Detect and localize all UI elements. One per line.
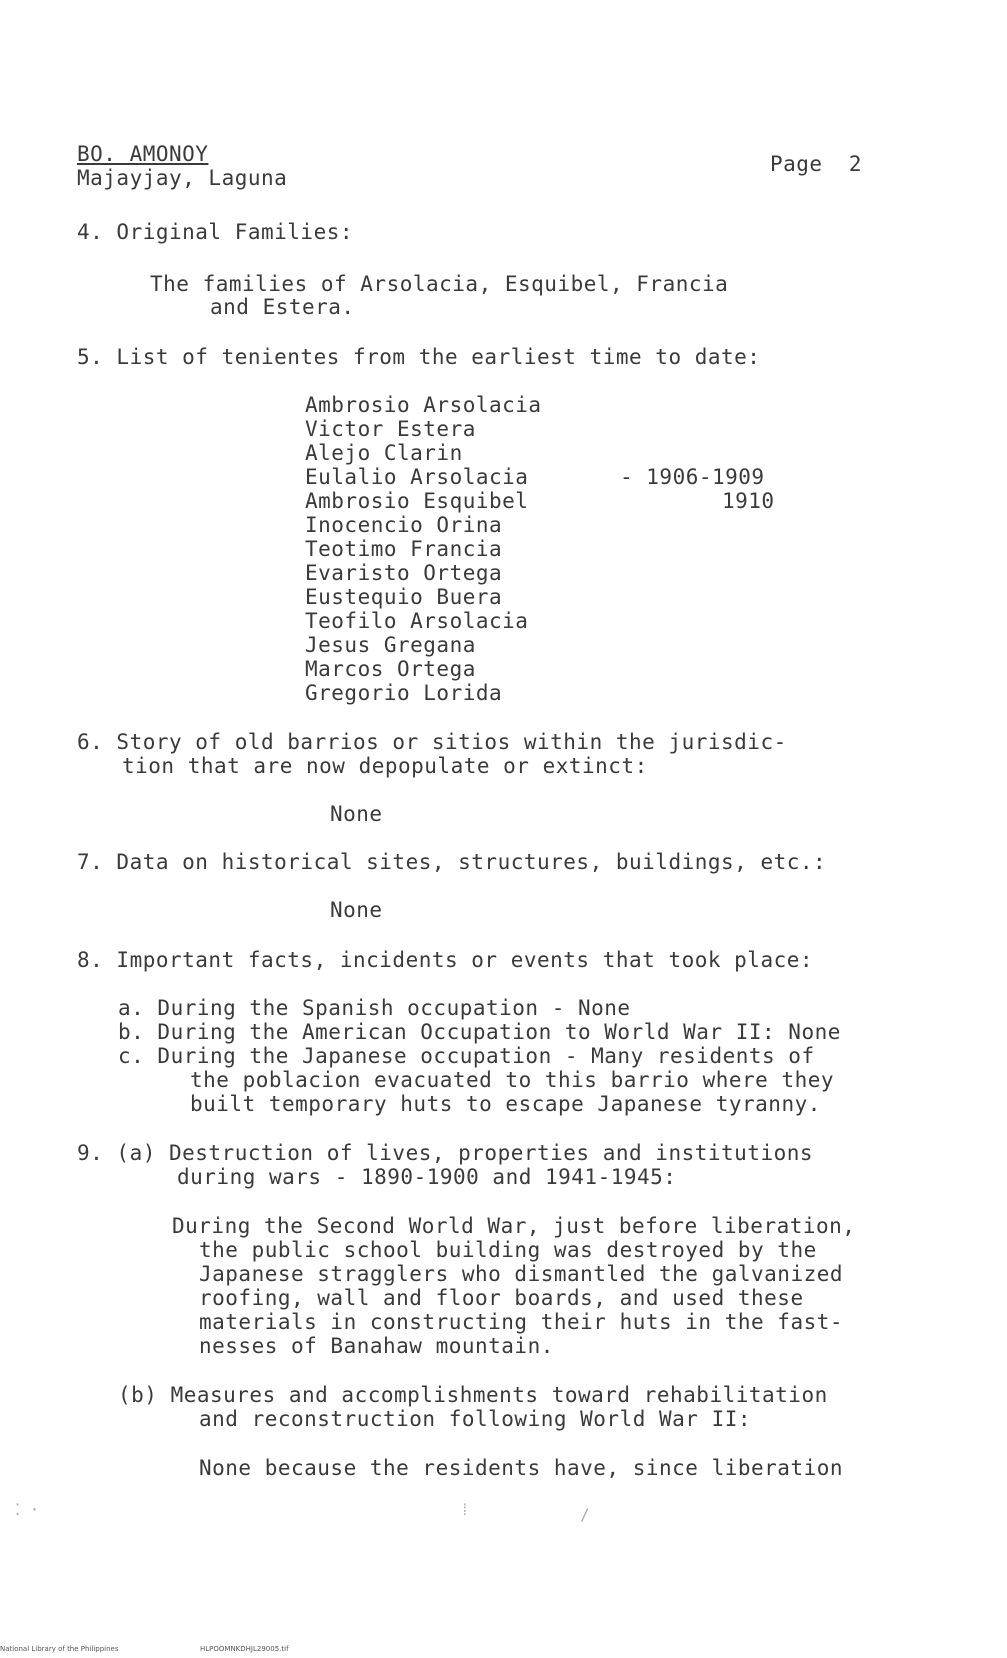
section-7-heading: 7. Data on historical sites, structures, buildings, etc.: bbox=[77, 850, 827, 874]
teniente-name: Ambrosio Esquibel bbox=[305, 489, 529, 513]
section-4-heading: 4. Original Families: bbox=[77, 220, 354, 244]
section-9-heading: during wars - 1890-1900 and 1941-1945: bbox=[177, 1165, 677, 1189]
section-9a-paragraph: materials in constructing their huts in the fast- bbox=[199, 1310, 844, 1334]
footer-library: National Library of the Philippines bbox=[0, 1645, 119, 1653]
section-6-heading: 6. Story of old barrios or sitios within the jurisdic- bbox=[77, 730, 787, 754]
section-9b-paragraph: None because the residents have, since liberation bbox=[199, 1456, 844, 1480]
footer-filename: HLPOOMNKDHJL29005.tif bbox=[200, 1645, 289, 1653]
teniente-name: Teotimo Francia bbox=[305, 537, 503, 561]
section-8-line: the poblacion evacuated to this barrio where they bbox=[190, 1068, 835, 1092]
teniente-name: Eustequio Buera bbox=[305, 585, 503, 609]
location: Majayjay, Laguna bbox=[77, 166, 288, 190]
section-9b-heading: (b) Measures and accomplishments toward rehabilitation bbox=[118, 1383, 828, 1407]
teniente-name: Eulalio Arsolacia bbox=[305, 465, 529, 489]
section-9a-paragraph: nesses of Banahaw mountain. bbox=[199, 1334, 554, 1358]
teniente-name: Alejo Clarin bbox=[305, 441, 463, 465]
teniente-name: Teofilo Arsolacia bbox=[305, 609, 529, 633]
section-9a-paragraph: During the Second World War, just before liberation, bbox=[172, 1214, 856, 1238]
teniente-name: Victor Estera bbox=[305, 417, 476, 441]
section-4-line: and Estera. bbox=[210, 295, 355, 319]
section-5-heading: 5. List of tenientes from the earliest time to date: bbox=[77, 345, 761, 369]
section-9a-paragraph: the public school building was destroyed by the bbox=[199, 1238, 817, 1262]
teniente-years: - 1906-1909 bbox=[620, 465, 765, 489]
teniente-name: Ambrosio Arsolacia bbox=[305, 393, 542, 417]
teniente-name: Marcos Ortega bbox=[305, 657, 476, 681]
section-9b-heading: and reconstruction following World War II: bbox=[199, 1407, 752, 1431]
section-7-answer: None bbox=[330, 898, 383, 922]
teniente-years: 1910 bbox=[722, 489, 775, 513]
section-6-heading: tion that are now depopulate or extinct: bbox=[122, 754, 648, 778]
teniente-name: Jesus Gregana bbox=[305, 633, 476, 657]
section-6-answer: None bbox=[330, 802, 383, 826]
section-8-line: built temporary huts to escape Japanese tyranny. bbox=[190, 1092, 821, 1116]
section-9a-paragraph: roofing, wall and floor boards, and used these bbox=[199, 1286, 804, 1310]
section-8-line: c. During the Japanese occupation - Many residents of bbox=[118, 1044, 815, 1068]
section-9-heading: 9. (a) Destruction of lives, properties and institutions bbox=[77, 1141, 814, 1165]
page-number: Page 2 bbox=[770, 152, 863, 176]
teniente-name: Evaristo Ortega bbox=[305, 561, 503, 585]
scan-mark: / bbox=[580, 1505, 590, 1524]
scan-mark: ⁚ · bbox=[15, 1500, 40, 1519]
scan-mark: ⁞ bbox=[460, 1500, 470, 1519]
barrio-name: BO. AMONOY bbox=[77, 142, 209, 166]
section-8-heading: 8. Important facts, incidents or events that took place: bbox=[77, 948, 814, 972]
section-8-line: b. During the American Occupation to World War II: None bbox=[118, 1020, 841, 1044]
section-4-line: The families of Arsolacia, Esquibel, Francia bbox=[150, 272, 729, 296]
section-9a-paragraph: Japanese stragglers who dismantled the galvanized bbox=[199, 1262, 844, 1286]
teniente-name: Inocencio Orina bbox=[305, 513, 503, 537]
section-8-line: a. During the Spanish occupation - None bbox=[118, 996, 631, 1020]
teniente-name: Gregorio Lorida bbox=[305, 681, 503, 705]
